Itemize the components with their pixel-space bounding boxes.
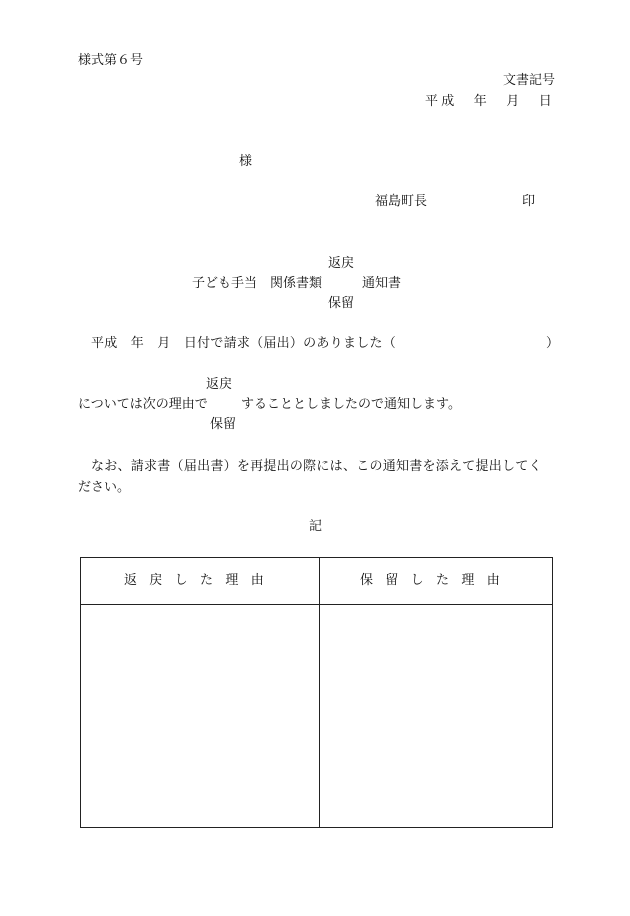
body-line-1-close: ） [546, 336, 560, 351]
document-number-label: 文書記号 [502, 73, 555, 88]
date-line: 平成 年 月 日 [424, 94, 555, 109]
addressee-suffix: 様 [239, 154, 253, 169]
header-return-reason: 返戻した理由 [123, 573, 277, 588]
table-divider-horizontal [81, 604, 552, 605]
title-option-return: 返戻 [328, 256, 355, 271]
ki-heading: 記 [309, 519, 323, 534]
form-number: 様式第６号 [78, 53, 144, 68]
title-option-hold: 保留 [328, 296, 355, 311]
issuer-name: 福島町長 [375, 194, 428, 209]
title-main: 子ども手当 関係書類 [192, 276, 323, 291]
title-notice: 通知書 [362, 276, 402, 291]
note-line-2: ださい。 [78, 480, 131, 495]
body-line-1: 平成 年 月 日付で請求（届出）のありました（ [91, 336, 396, 351]
body-option-return: 返戻 [206, 377, 233, 392]
reason-table [80, 557, 553, 828]
body-option-hold: 保留 [210, 417, 237, 432]
body-line-2-end: することとしましたので通知します。 [241, 397, 461, 412]
return-reason-cell [87, 612, 313, 822]
hold-reason-cell [326, 612, 546, 822]
note-line-1: なお、請求書（届出書）を再提出の際には、この通知書を添えて提出してく [91, 459, 542, 474]
body-line-2: については次の理由で [78, 397, 208, 412]
header-hold-reason: 保留した理由 [359, 573, 513, 588]
seal-mark: 印 [522, 194, 536, 209]
